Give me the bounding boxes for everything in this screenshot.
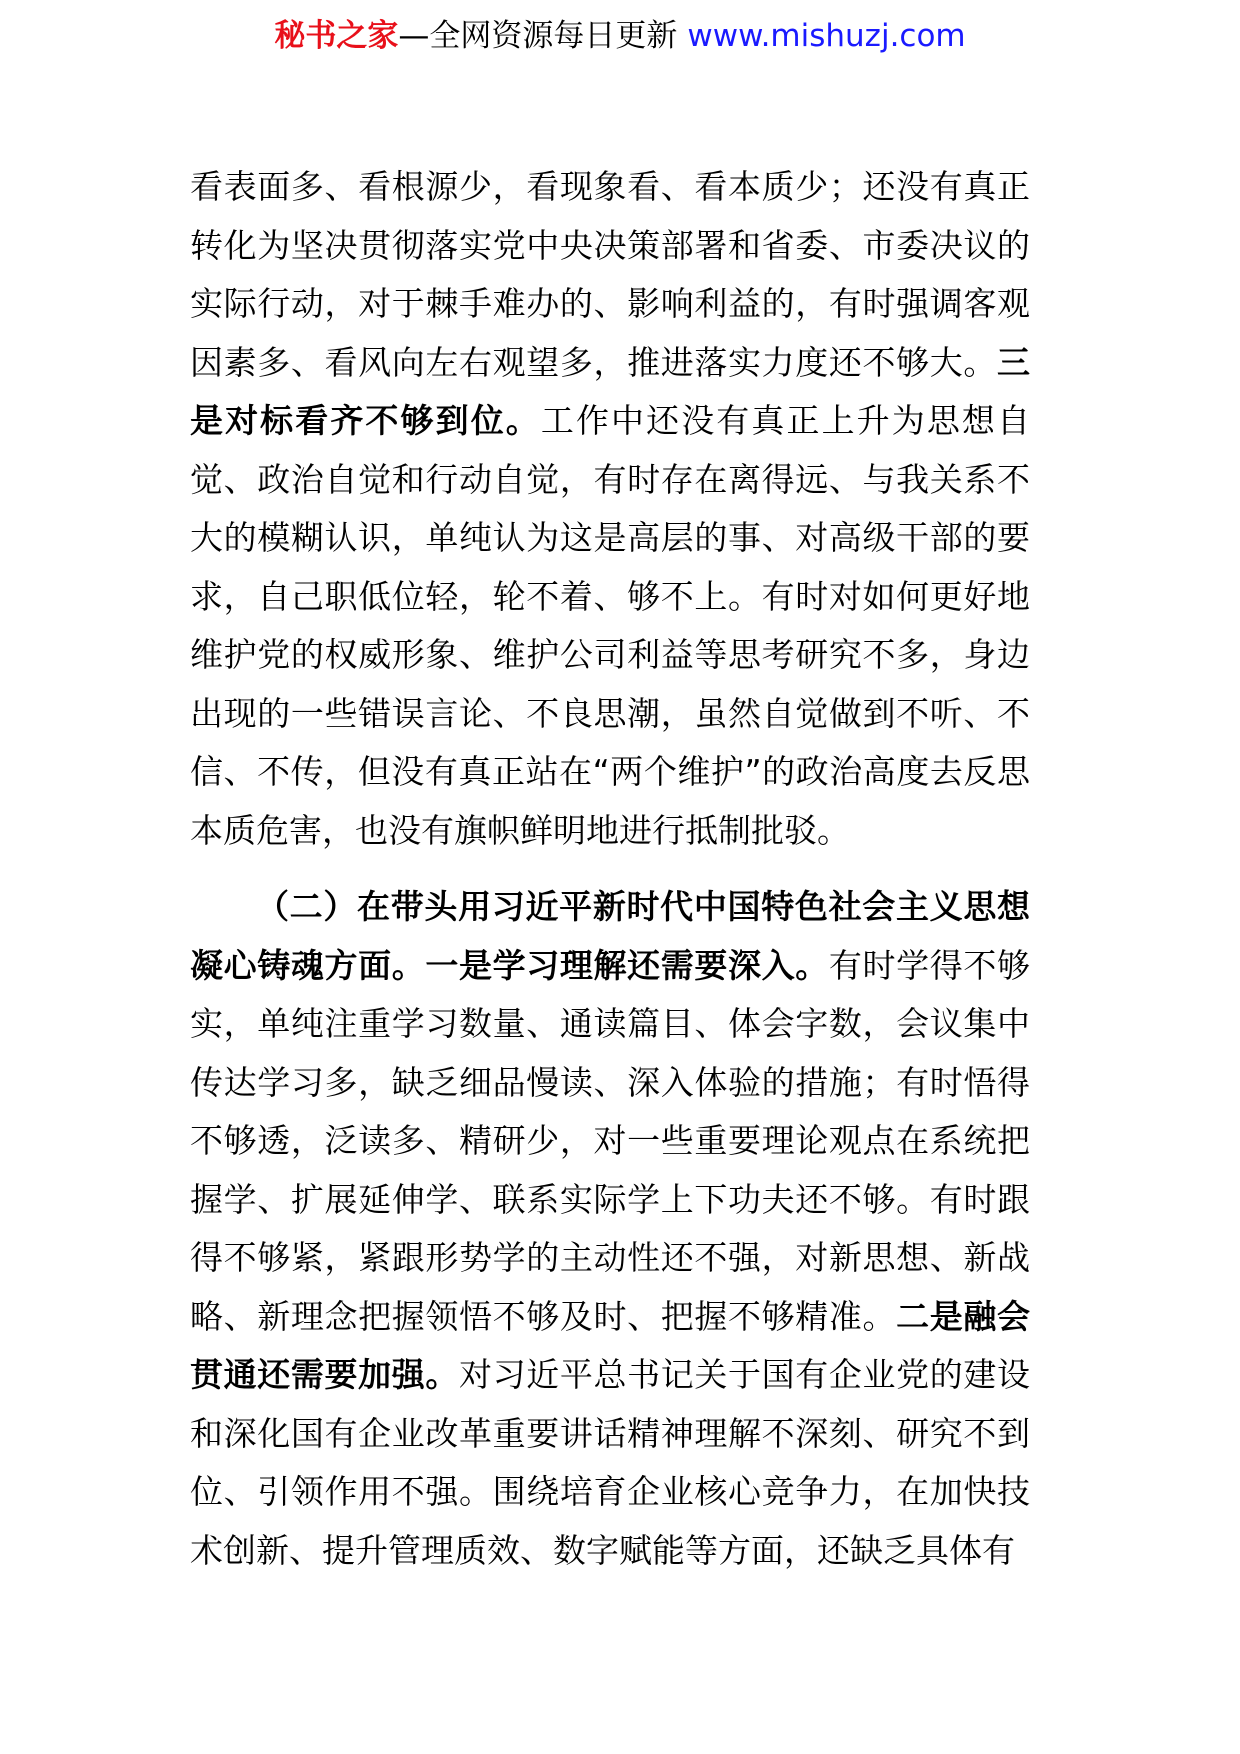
paragraph-continued — [190, 158, 1030, 860]
bold-heading-two: 二是融会贯通还需要加强。 — [190, 1296, 1030, 1394]
site-brand: 秘书之家 — [274, 18, 399, 54]
site-url-link[interactable]: www.mishuzj.com — [687, 18, 966, 54]
site-header — [0, 14, 1240, 58]
paragraph-text: 有时学得不够实，单纯注重学习数量、通读篇目、体会字数，会议集中传达学习多，缺乏细品慢读、深入体验的措施；有时悟得不够透，泛读多、精研少，对一些重要理论观点在系统把握学、扩展延伸学、联系实际学上下功夫还不够。有时跟得不够紧，紧跟形势学的主动性还不强，对新思想、新战略、新理念把握领悟不够及时、把握不够精准。 — [190, 945, 1030, 1336]
bold-heading-three: 三是对标看齐不够到位。 — [190, 342, 1030, 440]
paragraph-text: 看表面多、看根源少，看现象看、看本质少；还没有真正转化为坚决贯彻落实党中央决策部署和省委、市委决议的实际行动，对于棘手难办的、影响利益的，有时强调客观因素多、看风向左右观望多，推进落实力度还不够大。 — [190, 167, 1030, 382]
paragraph-section-two — [190, 878, 1030, 1580]
paragraph-text: 工作中还没有真正上升为思想自觉、政治自觉和行动自觉，有时存在离得远、与我关系不大的模糊认识，单纯认为这是高层的事、对高级干部的要求，自己职低位轻，轮不着、够不上。有时对如何更好地维护党的权威形象、维护公司利益等思考研究不多，身边出现的一些错误言论、不良思潮，虽然自觉做到不听、不信、不传，但没有真正站在“两个维护”的政治高度去反思本质危害，也没有旗帜鲜明地进行抵制批驳。 — [190, 401, 1031, 850]
site-tagline: —全网资源每日更新 — [398, 18, 678, 54]
document-body — [190, 158, 1030, 1580]
paragraph-text: 对习近平总书记关于国有企业党的建设和深化国有企业改革重要讲话精神理解不深刻、研究不到位、引领作用不强。围绕培育企业核心竞争力，在加快技术创新、提升管理质效、数字赋能等方面，还缺乏具体有 — [190, 1355, 1030, 1570]
section-heading: （二）在带头用习近平新时代中国特色社会主义思想凝心铸魂方面。一是学习理解还需要深入。 — [190, 887, 1030, 985]
